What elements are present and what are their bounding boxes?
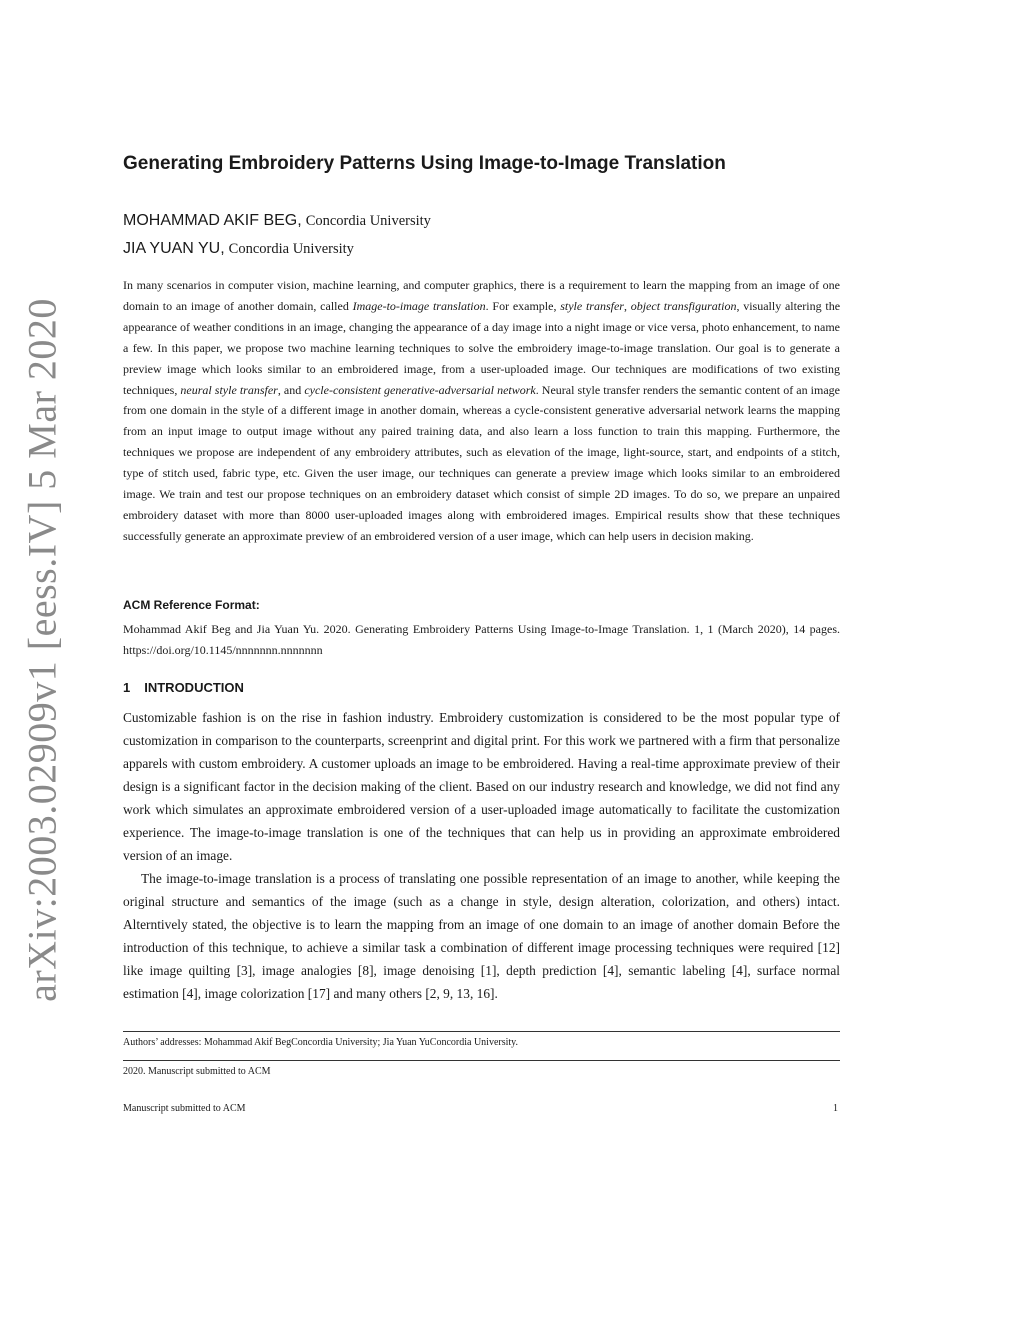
section-number: 1 [123, 680, 131, 695]
acm-reference-text: Mohammad Akif Beg and Jia Yuan Yu. 2020. Generating Embroidery Patterns Using Image-to-Image Translation. 1, 1 (March 2020), 14 pages. https://doi.org/10.1145/nnnnnnn.nnnnnnn [123, 622, 840, 657]
author-name: MOHAMMAD AKIF BEG, [123, 212, 302, 229]
author-2 [123, 240, 354, 258]
abstract: In many scenarios in computer vision, machine learning, and computer graphics, there is a requirement to learn the mapping from an image of one domain to an image of another domain, called Image-to-image translation. For example, style transfer, object transfiguration, visually altering the appearance of weather conditions in an image, changing the appearance of a day image into a night image or vice versa, photo enhancement, to name a few. In this paper, we propose two machine learning techniques to solve the embroidery image-to-image translation. Our goal is to generate a preview image which looks similar to an embroidered image, from a user-uploaded image. Our techniques are modifications of two existing techniques, neural style transfer, and cycle-consistent generative-adversarial network. Neural style transfer renders the semantic content of an image from one domain in the style of a different image in another domain, whereas a cycle-consistent generative adversarial network learns the mapping from an input image to output image without any paired training data, and also learn a loss function to train this mapping. Furthermore, the techniques we propose are independent of any embroidery attributes, such as elevation of the image, light-source, start, and endpoints of a stitch, type of stitch used, fabric type, etc. Given the user image, our techniques can generate a preview image which looks similar to an embroidered image. We train and test our propose techniques on an embroidery dataset which consist of simple 2D images. To do so, we prepare an unpaired embroidery dataset with more than 8000 user-uploaded images along with embroidered images. Empirical results show that these techniques successfully generate an approximate preview of an embroidered version of a user image, which can help users in decision making. [123, 278, 841, 543]
manuscript-footnote: 2020. Manuscript submitted to ACM [123, 1066, 271, 1077]
paragraph: The image-to-image translation is a process of translating one possible representation of an image to another, while keeping the original structure and semantics of the image (such as a change in style, design alteration, colorization, and others) intact. Alterntively stated, the objective is to learn the mapping from an image of one domain to an image of another domain Before the introduction of this technique, to achieve a similar task a combination of different image processing techniques were required [12] like image quilting [3], image analogies [8], image denoising [1], depth prediction [4], semantic labeling [4], surface normal estimation [4], image colorization [17] and many others [2, 9, 13, 16]. [123, 871, 840, 1001]
author-affiliation: Concordia University [305, 213, 431, 229]
author-name: JIA YUAN YU, [123, 240, 225, 257]
section-title: INTRODUCTION [144, 680, 244, 695]
acm-reference-heading: ACM Reference Format: [123, 598, 260, 612]
author-affiliation: Concordia University [228, 241, 354, 257]
arxiv-side-stamp: arXiv:2003.02909v1 [eess.IV] 5 Mar 2020 [19, 298, 65, 1002]
author-1 [123, 212, 431, 230]
page-number: 1 [833, 1103, 838, 1114]
footnote-divider [123, 1031, 840, 1032]
section-heading-introduction [123, 680, 244, 695]
introduction-body [123, 706, 840, 1005]
paper-title: Generating Embroidery Patterns Using Image-to-Image Translation [123, 153, 726, 174]
footnote-divider [123, 1060, 840, 1061]
authors-addresses-footnote: Authors’ addresses: Mohammad Akif BegConcordia University; Jia Yuan YuConcordia University. [123, 1037, 519, 1048]
paragraph: Customizable fashion is on the rise in fashion industry. Embroidery customization is considered to be the most popular type of customization in comparison to the counterparts, screenprint and digital print. For this work we partnered with a firm that personalize apparels with custom embroidery. A customer uploads an image to be embroidered. Having a real-time approximate preview of their design is a significant factor in the decision making of the client. Based on our industry research and knowledge, we did not find any work which simulates an approximate embroidered version of a user-uploaded image automatically to facilitate the customization experience. The image-to-image translation is one of the techniques that can help us in providing an approximate embroidered version of an image. [123, 710, 840, 863]
page-footer-text: Manuscript submitted to ACM [123, 1103, 246, 1114]
